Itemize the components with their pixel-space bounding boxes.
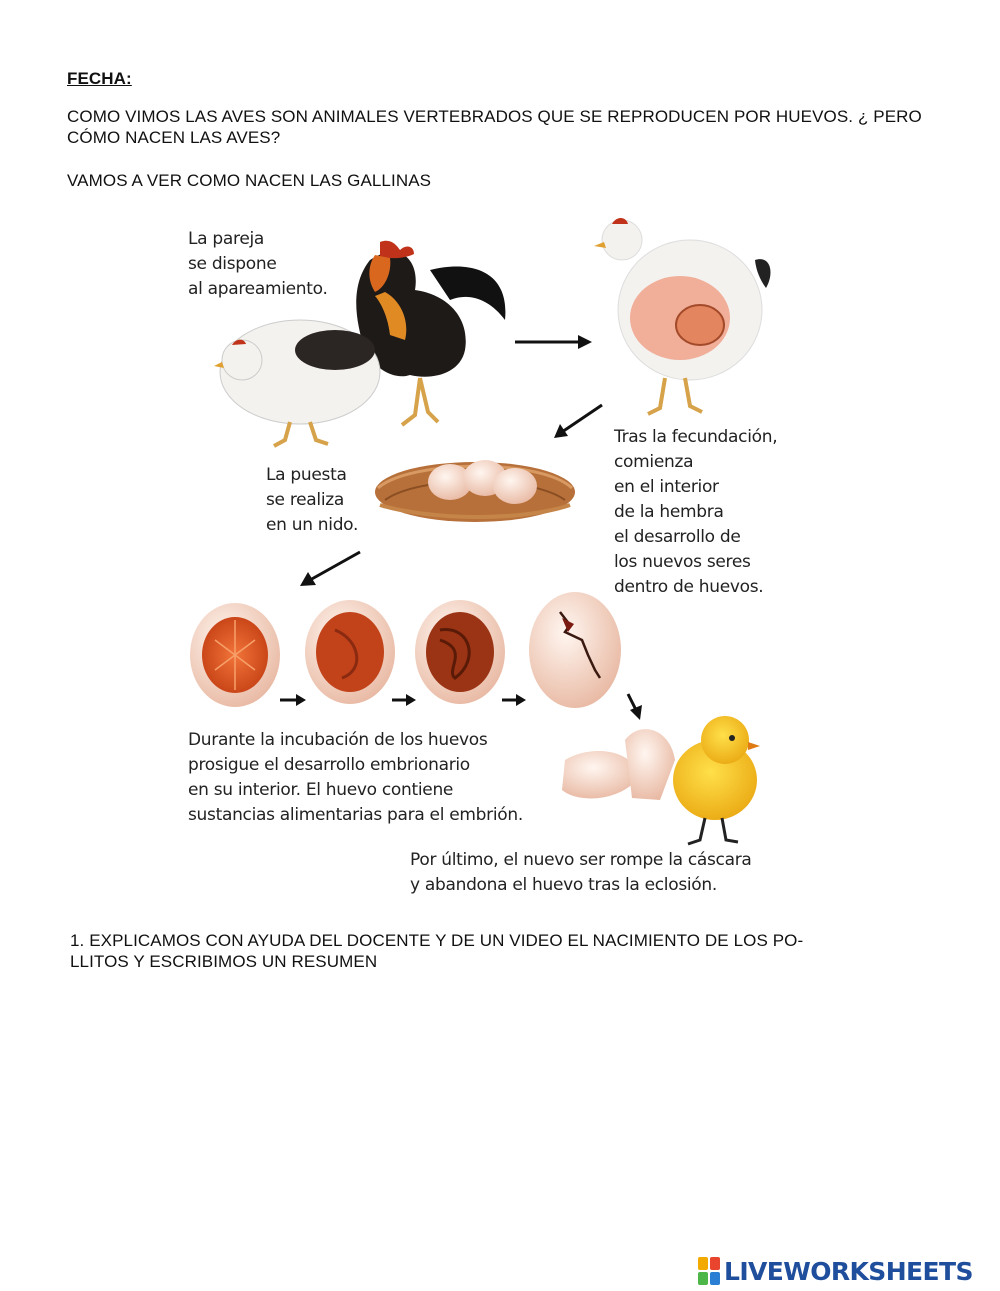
egg-stage-2: [305, 600, 395, 704]
arrow-small-2: [392, 694, 416, 706]
nest-illustration: [375, 460, 575, 522]
arrow-small-3: [502, 694, 526, 706]
caption-laying: La puesta se realiza en un nido.: [266, 465, 359, 535]
egg-stage-1: [190, 603, 280, 707]
activity-question: 1. EXPLICAMOS CON AYUDA DEL DOCENTE Y DE UN VIDEO EL NACIMIENTO DE LOS PO- LLITOS Y ESCRIBIMOS UN RESUMEN: [70, 931, 804, 971]
white-hen-illustration: [214, 320, 380, 446]
rooster-illustration: [356, 241, 505, 425]
chicken-life-cycle-figure: [170, 200, 800, 910]
brand-name: LIVEWORKSHEETS: [724, 1256, 973, 1286]
caption-fertilization: Tras la fecundación, comienza en el interior de la hembra el desarrollo de los nuevos seres dentro de huevos.: [614, 427, 778, 597]
liveworksheets-logo: [698, 1254, 973, 1288]
egg-stage-3: [415, 600, 505, 704]
hatched-chick-illustration: [562, 716, 760, 844]
intro-text: COMO VIMOS LAS AVES SON ANIMALES VERTEBRADOS QUE SE REPRODUCEN POR HUEVOS. ¿ PERO CÓMO NACEN LAS AVES?: [67, 107, 922, 147]
date-label: FECHA:: [67, 69, 132, 88]
subtitle-text: VAMOS A VER COMO NACEN LAS GALLINAS: [67, 171, 432, 190]
caption-hatching: Por último, el nuevo ser rompe la cáscara y abandona el huevo tras la eclosión.: [410, 850, 752, 895]
caption-mating: La pareja se dispone al apareamiento.: [188, 229, 328, 299]
arrow-right-1: [515, 335, 592, 349]
egg-stage-4-cracking: [529, 592, 621, 708]
arrow-diagonal-3: [300, 552, 360, 586]
hen-with-egg-illustration: [594, 218, 770, 414]
liveworksheets-logo-icon: [698, 1257, 720, 1285]
arrow-diagonal-4: [628, 694, 642, 720]
arrow-diagonal-2: [554, 405, 602, 438]
arrow-small-1: [280, 694, 306, 706]
caption-incubation: Durante la incubación de los huevos prosigue el desarrollo embrionario en su interior. El huevo contiene sustancias alimentarias para el embrión.: [188, 730, 523, 825]
